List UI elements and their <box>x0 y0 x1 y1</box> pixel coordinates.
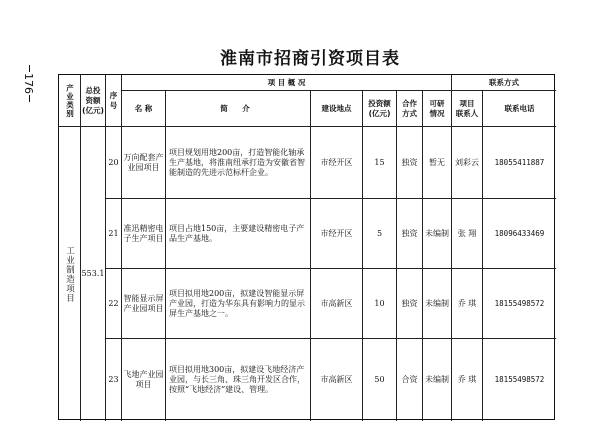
row-location: 市经开区 <box>311 127 363 199</box>
row-name: 飞地产业园项目 <box>122 339 166 421</box>
row-seq: 20 <box>106 127 122 199</box>
page-number <box>22 64 36 103</box>
row-contact-person: 刘彩云 <box>452 127 483 199</box>
row-intro: 项目拟用地200亩，拟建设智能显示屏产业园，打造为华东具有影响力的显示屏生产基地之一。 <box>166 269 311 339</box>
row-coop: 合资 <box>397 339 423 421</box>
header-seq-l1: 序 <box>109 90 118 100</box>
header-study-l1: 可研 <box>429 98 445 108</box>
row-coop: 独资 <box>397 199 423 269</box>
header-industry-category: 产业类别 <box>59 75 81 127</box>
header-coop-l1: 合作 <box>402 98 417 108</box>
row-seq: 22 <box>106 269 122 339</box>
header-contact: 联系方式 <box>452 75 556 91</box>
header-total-investment <box>81 75 106 127</box>
row-study: 暂无 <box>423 127 452 199</box>
row-seq: 23 <box>106 339 122 421</box>
header-phone: 联系电话 <box>483 91 556 127</box>
row-name: 万向配套产业园项目 <box>122 127 166 199</box>
header-coop <box>397 91 423 127</box>
header-total-investment-l2: 资额 <box>85 95 101 105</box>
header-investment <box>363 91 397 127</box>
row-phone: 18096433469 <box>483 199 556 269</box>
row-name: 准迅精密电子生产项目 <box>122 199 166 269</box>
row-contact-person: 乔 琪 <box>452 339 483 421</box>
row-name: 智能显示屏产业园项目 <box>122 269 166 339</box>
row-contact-person: 张 翔 <box>452 199 483 269</box>
header-investment-l1: 投资额 <box>368 98 391 108</box>
header-contact-person-l2: 联系人 <box>455 108 479 118</box>
row-intro: 项目占地150亩，主要建设精密电子产品生产基地。 <box>166 199 311 269</box>
header-total-investment-l1: 总投 <box>85 85 101 95</box>
row-location: 市高新区 <box>311 339 363 421</box>
header-seq-l2: 号 <box>109 100 118 110</box>
row-study: 未编制 <box>423 339 452 421</box>
header-contact-person <box>452 91 483 127</box>
header-total-investment-l3: (亿元) <box>82 105 104 115</box>
header-study <box>423 91 452 127</box>
row-investment: 15 <box>363 127 397 199</box>
row-phone: 18155498572 <box>483 269 556 339</box>
row-intro: 项目规划用地200亩，打造智能化轴承生产基地，将淮南纽承打造为安徽省智能制造的先进示范标杆企业。 <box>166 127 311 199</box>
row-investment: 10 <box>363 269 397 339</box>
header-name: 名 称 <box>122 91 166 127</box>
header-study-l2: 情况 <box>429 108 445 118</box>
header-seq <box>106 75 122 127</box>
header-coop-l2: 方式 <box>402 108 417 118</box>
row-investment: 5 <box>363 199 397 269</box>
row-coop: 独资 <box>397 127 423 199</box>
header-investment-l2: (亿元) <box>368 108 391 118</box>
header-intro: 简 介 <box>166 91 311 127</box>
row-phone: 18155498572 <box>494 375 545 384</box>
header-project-overview: 项 目 概 况 <box>122 75 452 91</box>
category-cell: 工业制造项目 <box>59 127 81 421</box>
total-investment-cell: 553.1 <box>81 127 106 421</box>
row-location: 市高新区 <box>311 269 363 339</box>
header-location: 建设地点 <box>311 91 363 127</box>
header-contact-person-l1: 项目 <box>459 98 475 108</box>
row-location: 市经开区 <box>311 199 363 269</box>
project-table <box>58 74 555 420</box>
row-study: 未编制 <box>423 199 452 269</box>
row-coop: 独资 <box>397 269 423 339</box>
row-investment: 50 <box>363 339 397 421</box>
row-contact-person: 乔 琪 <box>452 269 483 339</box>
row-seq: 21 <box>106 199 122 269</box>
page-number-text: 176 <box>22 73 35 94</box>
row-study: 未编制 <box>423 269 452 339</box>
page-title: 淮南市招商引资项目表 <box>220 49 400 69</box>
row-phone: 18055411887 <box>483 127 556 199</box>
row-intro: 项目拟用地300亩，拟建设飞地经济产业园，与长三角、珠三角开发区合作，按照“飞地经济”建设、管理。 <box>166 339 311 421</box>
